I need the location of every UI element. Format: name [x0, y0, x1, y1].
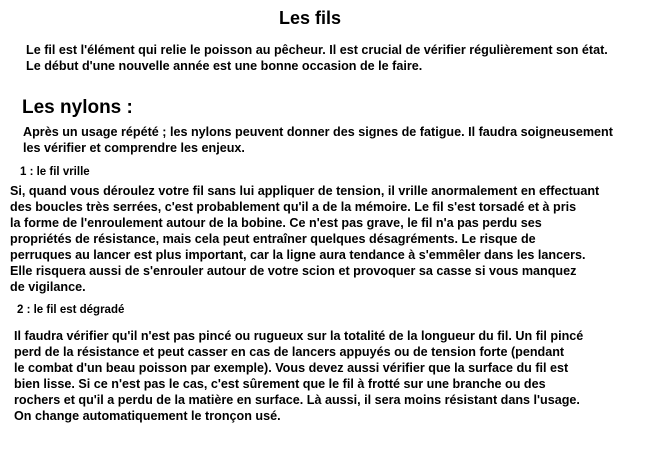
text-line: Après un usage répété ; les nylons peuvent donner des signes de fatigue. Il faudra soigneusement [23, 125, 613, 139]
text-line: la forme de l'enroulement autour de la bobine. Ce n'est pas grave, le fil n'a pas perdu ses [10, 216, 542, 230]
text-line: On change automatiquement le tronçon usé. [14, 409, 281, 423]
text-line: perruques au lancer est plus important, car la ligne aura tendance à s'emmêler dans les lancers. [10, 248, 586, 262]
nylons-intro-paragraph [23, 124, 668, 156]
text-line: bien lisse. Si ce n'est pas le cas, c'est sûrement que le fil à frotté sur une branche ou des [14, 377, 546, 391]
text-line: Il faudra vérifier qu'il n'est pas pincé ou rugueux sur la totalité de la longueur du fil. Un fil pincé [14, 329, 584, 343]
text-line: de vigilance. [10, 280, 86, 294]
section-title-vrille: 1 : le fil vrille [20, 166, 90, 178]
text-line: des boucles très serrées, c'est probablement qu'il a de la mémoire. Le fil s'est torsadé et à pris [10, 200, 577, 214]
intro-paragraph [26, 42, 668, 74]
nylons-heading: Les nylons : [22, 97, 133, 118]
text-line: Elle risquera aussi de s'enrouler autour de votre scion et provoquer sa casse si vous manquez [10, 264, 577, 278]
text-line: propriétés de résistance, mais cela peut entraîner quelques désagréments. Le risque de [10, 232, 536, 246]
text-line: les vérifier et comprendre les enjeux. [23, 141, 245, 155]
text-line: Le fil est l'élément qui relie le poisson au pêcheur. Il est crucial de vérifier régulièrement son état. [26, 43, 608, 57]
section-paragraph-degrade [14, 328, 668, 424]
text-line: Le début d'une nouvelle année est une bonne occasion de le faire. [26, 59, 423, 73]
section-title-degrade: 2 : le fil est dégradé [17, 304, 125, 316]
text-line: rochers et qu'il a perdu de la matière en surface. Là aussi, il sera moins résistant dans l'usage. [14, 393, 580, 407]
text-line: perd de la résistance et peut casser en cas de lancers appuyés ou de tension forte (pendant [14, 345, 565, 359]
text-line: le combat d'un beau poisson par exemple). Vous devez aussi vérifier que la surface du fil est [14, 361, 569, 375]
section-paragraph-vrille [10, 183, 668, 295]
text-line: Si, quand vous déroulez votre fil sans lui appliquer de tension, il vrille anormalement en effectuant [10, 184, 600, 198]
page-title: Les fils [278, 8, 342, 28]
